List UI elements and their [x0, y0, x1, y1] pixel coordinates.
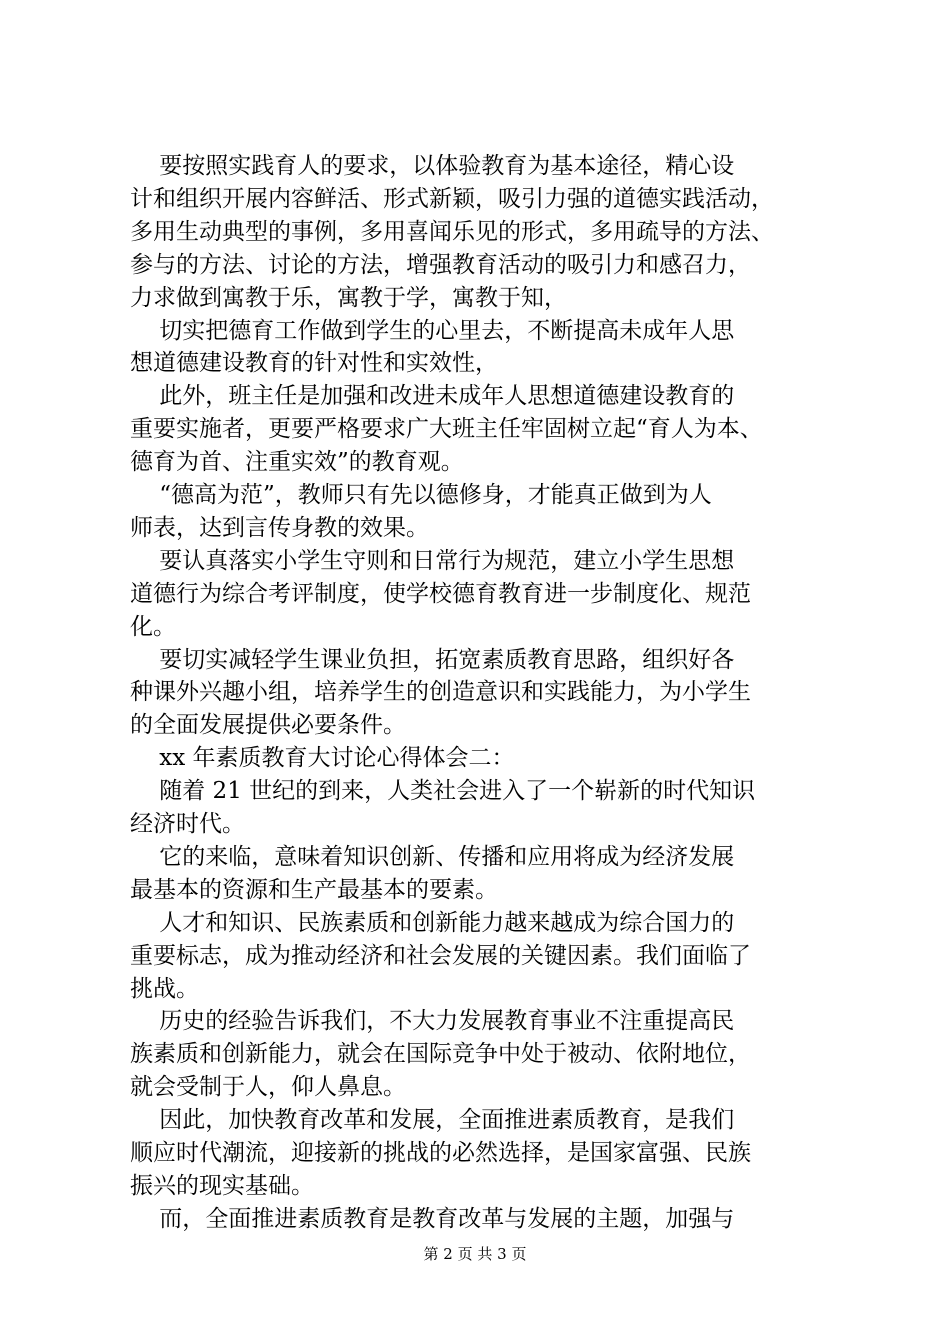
text-line: xx 年素质教育大讨论心得体会二： [130, 745, 515, 772]
text-line: 就会受制于人，仰人鼻息。 [130, 1074, 406, 1101]
text-line: 参与的方法、讨论的方法，增强教育活动的吸引力和感召力， [130, 251, 751, 278]
text-line: 种课外兴趣小组，培养学生的创造意识和实践能力，为小学生 [130, 679, 751, 706]
text-line: 经济时代。 [130, 811, 245, 837]
text-line: 多用生动典型的事例，多用喜闻乐见的形式，多用疏导的方法、 [130, 218, 774, 245]
text-line: 要切实减轻学生课业负担，拓宽素质教育思路，组织好各 [130, 646, 735, 673]
text-line: 此外，班主任是加强和改进未成年人思想道德建设教育的 [130, 383, 735, 410]
text-line: 化。 [130, 613, 176, 640]
text-line: 力求做到寓教于乐，寓教于学，寓教于知， [130, 284, 567, 311]
text-line: 师表，达到言传身教的效果。 [130, 514, 429, 541]
text-line: 切实把德育工作做到学生的心里去，不断提高未成年人思 [130, 317, 735, 344]
text-line: 随着 21 世纪的到来，人类社会进入了一个崭新的时代知识 [130, 778, 756, 805]
text-line: 道德行为综合考评制度，使学校德育教育进一步制度化、规范 [130, 580, 751, 607]
text-line: “德高为范”，教师只有先以德修身，才能真正做到为人 [130, 482, 712, 508]
text-line: 挑战。 [130, 975, 199, 1002]
text-line: 因此，加快教育改革和发展，全面推进素质教育，是我们 [130, 1107, 735, 1134]
text-line: 振兴的现实基础。 [130, 1172, 314, 1199]
text-line: 最基本的资源和生产最基本的要素。 [130, 876, 498, 903]
text-line: 重要标志，成为推动经济和社会发展的关键因素。我们面临了 [130, 942, 751, 969]
text-line: 顺应时代潮流，迎接新的挑战的必然选择，是国家富强、民族 [130, 1140, 751, 1166]
text-line: 重要实施者，更要严格要求广大班主任牢固树立起“育人为本、 [130, 416, 763, 443]
text-line: 族素质和创新能力，就会在国际竞争中处于被动、依附地位， [130, 1041, 751, 1068]
text-line: 要按照实践育人的要求，以体验教育为基本途径，精心设 [130, 153, 735, 179]
text-line: 德育为首、注重实效”的教育观。 [130, 449, 464, 476]
text-line: 想道德建设教育的针对性和实效性， [130, 350, 498, 377]
text-line: 人才和知识、民族素质和创新能力越来越成为综合国力的 [130, 909, 735, 936]
text-line: 计和组织开展内容鲜活、形式新颖，吸引力强的道德实践活动， [130, 185, 774, 212]
page-footer: 第 2 页 共 3 页 [423, 1245, 527, 1263]
text-line: 历史的经验告诉我们，不大力发展教育事业不注重提高民 [130, 1008, 735, 1035]
text-line: 的全面发展提供必要条件。 [130, 712, 406, 739]
text-line: 要认真落实小学生守则和日常行为规范，建立小学生思想 [130, 547, 735, 574]
text-line: 而，全面推进素质教育是教育改革与发展的主题，加强与 [130, 1205, 735, 1232]
text-line: 它的来临，意味着知识创新、传播和应用将成为经济发展 [130, 843, 735, 870]
